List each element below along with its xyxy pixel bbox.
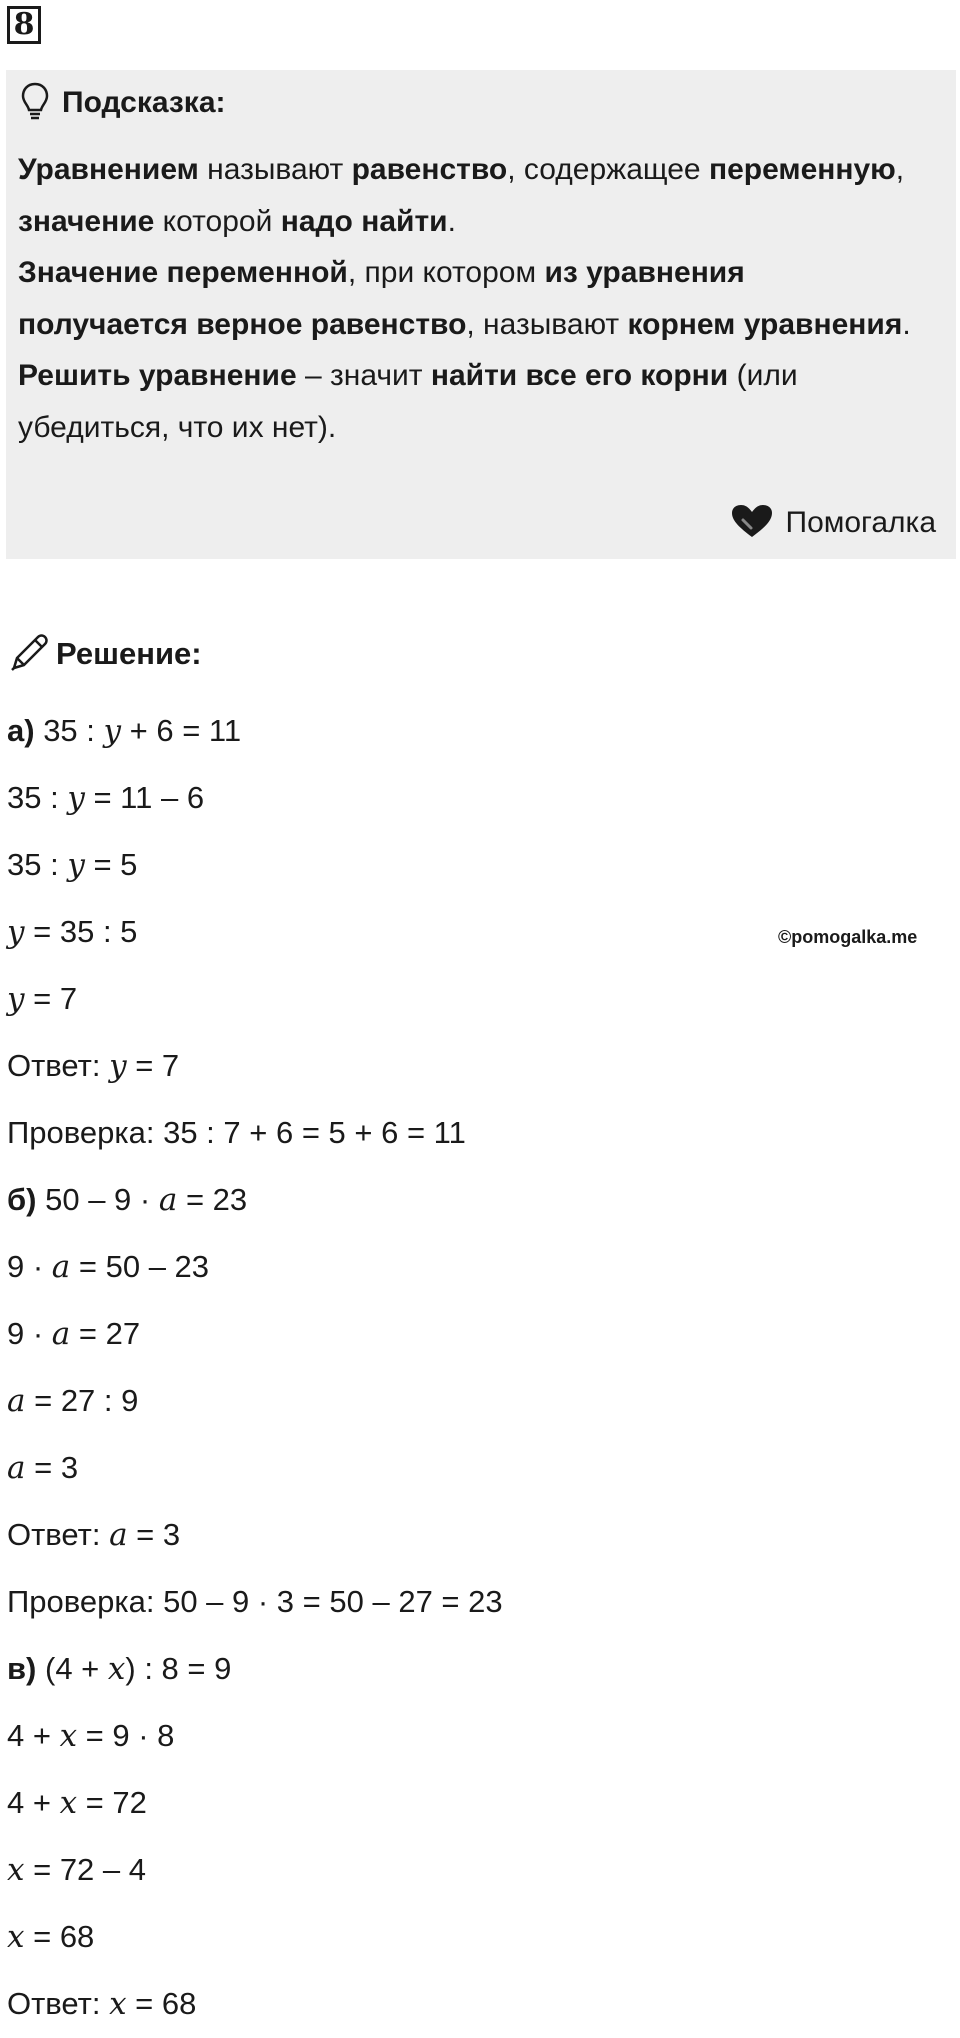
text-segment: = 23 — [177, 1182, 248, 1217]
text-segment: ) : 8 = 9 — [125, 1651, 232, 1686]
solution-line — [7, 1836, 907, 1903]
text-segment: . — [902, 307, 911, 341]
text-segment: 4 + — [7, 1718, 60, 1753]
bold-text: Решить уравнение — [18, 359, 297, 392]
brand-label: Помогалка — [785, 506, 936, 539]
text-segment: = 7 — [126, 1048, 180, 1083]
task-number: 8 — [7, 6, 41, 44]
text-segment: = 3 — [127, 1517, 181, 1552]
math-variable: a — [51, 1249, 71, 1285]
hint-box — [6, 70, 956, 559]
solution-line — [7, 1300, 907, 1367]
solution-line — [7, 1635, 907, 1702]
bold-text: значение — [18, 204, 155, 238]
math-variable: y — [67, 847, 85, 883]
text-segment: – значит — [296, 359, 431, 392]
watermark: ©pomogalka.me — [778, 927, 918, 947]
text-segment: = 7 — [24, 981, 78, 1016]
math-variable: y — [7, 981, 25, 1017]
text-segment: 35 : — [7, 847, 68, 882]
text-segment: = 27 : 9 — [25, 1383, 139, 1418]
math-variable: a — [7, 1383, 26, 1419]
solution-line — [7, 1166, 907, 1233]
text-segment: = 68 — [126, 1986, 197, 2021]
text-segment: 35 : — [34, 713, 104, 748]
hint-header — [20, 82, 226, 124]
lightbulb-icon — [20, 81, 50, 126]
math-variable: a — [158, 1182, 178, 1218]
text-segment: . — [447, 204, 456, 238]
text-segment: = 72 — [77, 1785, 147, 1820]
text-segment: 35 : — [7, 780, 68, 815]
bold-text: корнем уравнения — [627, 307, 903, 341]
solution-line — [7, 1367, 907, 1434]
text-segment: (или убедиться, что их нет). — [18, 359, 798, 444]
solution-line — [7, 831, 907, 898]
solution-header — [8, 630, 202, 678]
text-segment: , содержащее — [507, 153, 709, 186]
text-segment: Проверка: 50 – 9 · 3 = 50 – 27 = 23 — [7, 1584, 503, 1619]
text-segment: + 6 = 11 — [121, 713, 242, 748]
text-segment: = 11 – 6 — [84, 780, 205, 815]
heart-icon — [730, 503, 774, 544]
text-segment: = 50 – 23 — [70, 1249, 210, 1284]
hint-paragraph — [18, 247, 918, 350]
math-variable: x — [59, 1718, 78, 1754]
math-variable: a — [51, 1316, 71, 1352]
solution-line — [7, 965, 907, 1032]
pencil-icon — [8, 630, 52, 679]
text-segment: которой — [154, 204, 281, 238]
text-segment: = 68 — [24, 1919, 95, 1954]
solution-line — [7, 1769, 907, 1836]
solution-line — [7, 1434, 907, 1501]
text-segment: , — [895, 153, 905, 186]
solution-line — [7, 1501, 907, 1568]
solution-line — [7, 1702, 907, 1769]
solution-line — [7, 1568, 907, 1635]
math-variable: y — [109, 1048, 127, 1084]
bold-text: надо найти — [280, 204, 448, 238]
text-segment: = 72 – 4 — [24, 1852, 147, 1887]
hint-body — [18, 144, 918, 453]
solution-line — [7, 697, 907, 764]
text-segment: , называют — [466, 307, 628, 341]
math-variable: y — [103, 713, 122, 749]
text-segment: = 5 — [84, 847, 138, 882]
solution-line — [7, 1903, 907, 1970]
bold-text: из уравнения получается верное равенство — [18, 256, 745, 341]
solution-line — [7, 1032, 907, 1099]
bold-text: б) — [7, 1182, 37, 1217]
text-segment: Проверка: 35 : 7 + 6 = 5 + 6 = 11 — [7, 1115, 466, 1150]
text-segment: , при котором — [347, 256, 545, 289]
math-variable: x — [7, 1919, 25, 1955]
math-variable: x — [7, 1852, 25, 1888]
text-segment: = 3 — [25, 1450, 79, 1485]
text-segment: 50 – 9 · — [36, 1182, 159, 1217]
bold-text: переменную — [708, 153, 896, 186]
bold-text: Значение переменной — [18, 256, 348, 289]
math-variable: y — [67, 780, 85, 816]
solution-line — [7, 898, 907, 965]
text-segment: Ответ: — [7, 1986, 110, 2021]
bold-text: а) — [7, 713, 35, 748]
bold-text: найти все его корни — [430, 359, 729, 392]
solution-lines — [7, 697, 907, 2037]
bold-text: Уравнением — [18, 153, 199, 186]
math-variable: x — [107, 1651, 126, 1687]
text-segment: называют — [198, 153, 352, 186]
text-segment: = 9 · 8 — [77, 1718, 175, 1753]
bold-text: равенство — [351, 153, 508, 186]
hint-paragraph — [18, 144, 918, 247]
text-segment: 9 · — [7, 1249, 52, 1284]
solution-line — [7, 764, 907, 831]
text-segment: (4 + — [36, 1651, 108, 1686]
text-segment: Ответ: — [7, 1048, 110, 1083]
hint-title: Подсказка: — [62, 86, 226, 119]
text-segment: 4 + — [7, 1785, 60, 1820]
math-variable: a — [7, 1450, 26, 1486]
solution-line — [7, 1233, 907, 1300]
solution-line — [7, 1099, 907, 1166]
text-segment: = 27 — [70, 1316, 141, 1351]
brand — [730, 502, 937, 544]
text-segment: Ответ: — [7, 1517, 110, 1552]
math-variable: y — [7, 914, 25, 950]
math-variable: a — [109, 1517, 128, 1553]
math-variable: x — [109, 1986, 127, 2022]
solution-title: Решение: — [56, 636, 202, 671]
solution-line — [7, 1970, 907, 2037]
bold-text: в) — [7, 1651, 37, 1686]
text-segment: = 35 : 5 — [24, 914, 138, 949]
hint-paragraph — [18, 350, 918, 453]
text-segment: 9 · — [7, 1316, 52, 1351]
math-variable: x — [59, 1785, 78, 1821]
